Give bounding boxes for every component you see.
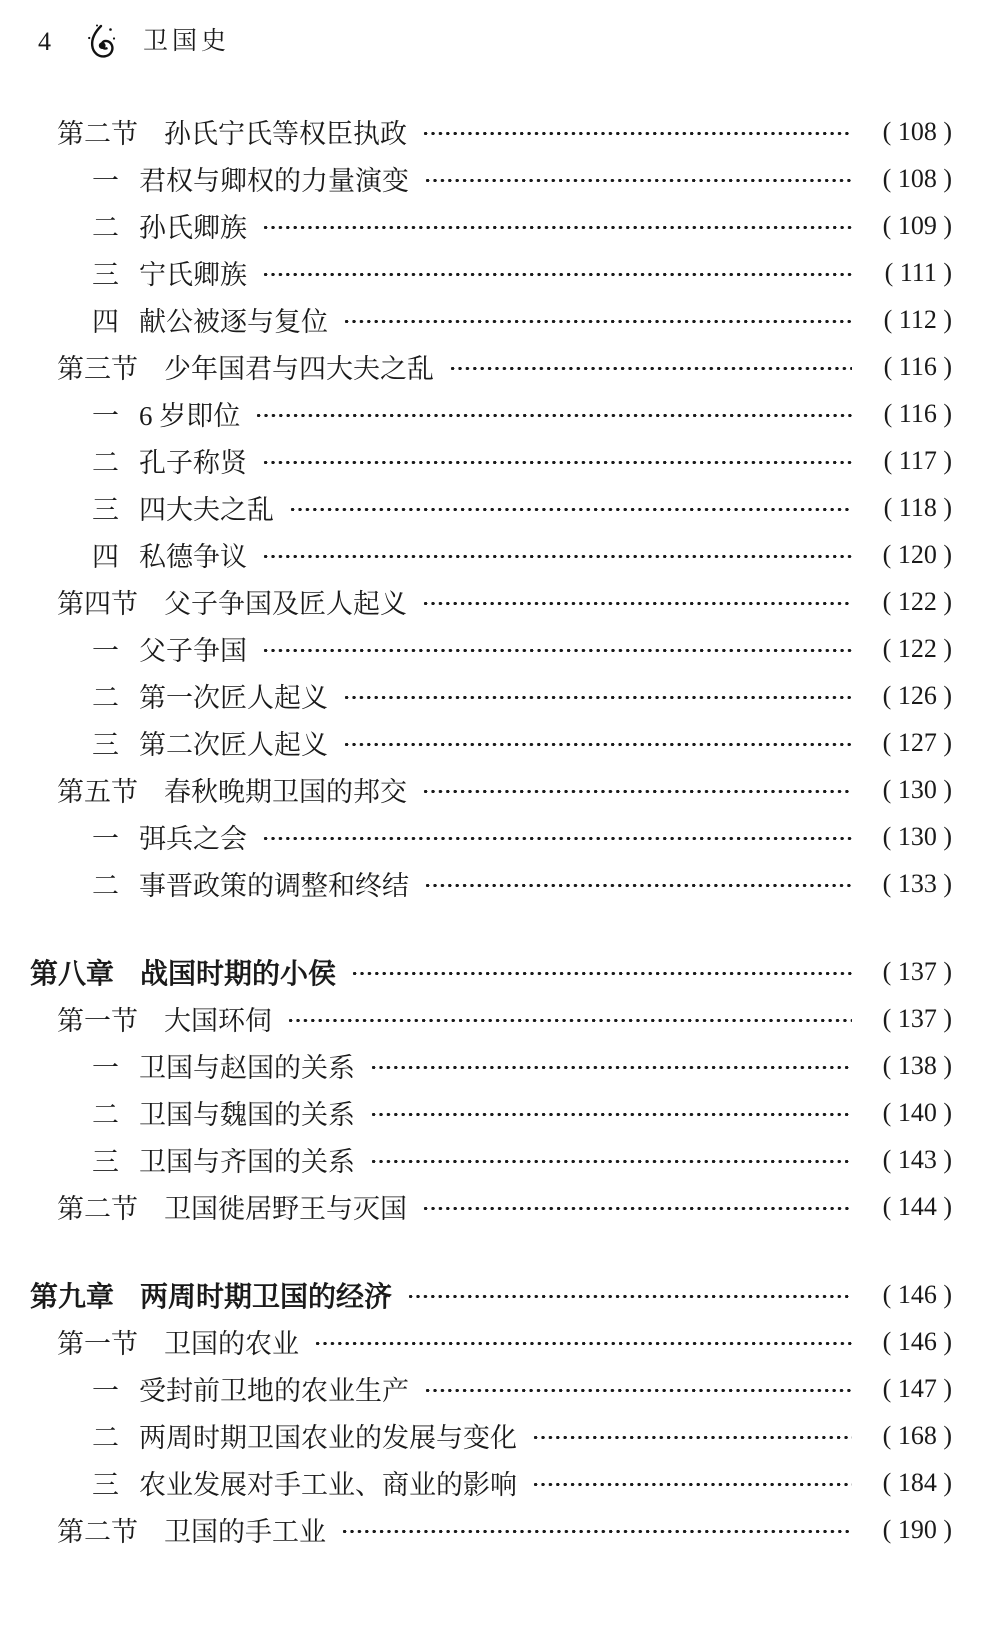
toc-entry — [30, 1042, 952, 1089]
toc-entry — [30, 860, 952, 907]
toc-entry — [30, 437, 952, 484]
toc-entry-index: 二 — [92, 1423, 119, 1453]
dot-leader — [408, 1294, 852, 1299]
toc-entry-page: ( 116 ) — [883, 398, 952, 428]
toc-entry-index: 第五节 — [57, 777, 138, 807]
toc-entry — [30, 1506, 952, 1553]
dot-leader — [263, 225, 852, 230]
toc-entry-title: 事晋政策的调整和终结 — [139, 871, 409, 901]
dot-leader — [533, 1435, 852, 1440]
dot-leader — [288, 1018, 852, 1023]
toc-entry-page: ( 109 ) — [882, 210, 952, 240]
flame-swirl-icon — [84, 23, 118, 61]
toc-entry-title: 父子争国及匠人起义 — [164, 589, 407, 619]
toc-entry-page: ( 130 ) — [882, 774, 952, 804]
toc-entry-page: ( 137 ) — [882, 1003, 952, 1033]
toc-entry-index: 四 — [92, 307, 119, 337]
dot-leader — [263, 272, 852, 277]
dot-leader — [263, 836, 852, 841]
toc-entry-title: 第一次匠人起义 — [139, 683, 328, 713]
dot-leader — [256, 413, 852, 418]
toc-entry — [30, 1318, 952, 1365]
toc-entry-index: 第三节 — [57, 354, 138, 384]
dot-leader — [344, 742, 852, 747]
toc-entry-title: 6 岁即位 — [139, 401, 241, 431]
toc-entry-index: 第一节 — [57, 1329, 138, 1359]
dot-leader — [290, 507, 852, 512]
toc-entry — [30, 155, 952, 202]
toc-entry-page: ( 122 ) — [882, 633, 952, 663]
toc-entry — [30, 719, 952, 766]
toc-entry-page: ( 116 ) — [883, 351, 952, 381]
toc-entry — [30, 1365, 952, 1412]
toc-entry-index: 三 — [92, 495, 119, 525]
dot-leader — [263, 460, 852, 465]
toc-entry-title: 孙氏宁氏等权臣执政 — [164, 119, 407, 149]
dot-leader — [425, 1388, 852, 1393]
toc-entry — [30, 578, 952, 625]
toc-entry-index: 一 — [92, 1053, 119, 1083]
toc-entry-title: 宁氏卿族 — [139, 260, 247, 290]
toc-entry-index: 第九章 — [30, 1280, 115, 1312]
toc-entry-index: 二 — [92, 871, 119, 901]
toc-entry-page: ( 111 ) — [884, 257, 952, 287]
toc-entry-title: 战国时期的小侯 — [140, 957, 337, 989]
toc-entry — [30, 1183, 952, 1230]
dot-leader — [425, 178, 852, 183]
toc-entry — [30, 343, 952, 390]
toc-entry-page: ( 112 ) — [883, 304, 952, 334]
toc-entry — [30, 108, 952, 155]
toc-entry-index: 三 — [92, 1470, 119, 1500]
toc-entry-title: 私德争议 — [139, 542, 247, 572]
dot-leader — [423, 789, 852, 794]
toc-entry — [30, 202, 952, 249]
dot-leader — [263, 648, 852, 653]
toc-entry — [30, 1412, 952, 1459]
toc-entry-index: 四 — [92, 542, 119, 572]
toc-entry-title: 卫国的农业 — [164, 1329, 299, 1359]
dot-leader — [450, 366, 852, 371]
toc-entry-title: 春秋晚期卫国的邦交 — [164, 777, 407, 807]
toc-entry — [30, 1459, 952, 1506]
toc-entry-title: 第二次匠人起义 — [139, 730, 328, 760]
toc-entry-index: 第四节 — [57, 589, 138, 619]
toc-entry-index: 二 — [92, 683, 119, 713]
toc-entry-index: 一 — [92, 636, 119, 666]
dot-leader — [352, 971, 852, 976]
toc-entry — [30, 813, 952, 860]
toc-entry-page: ( 117 ) — [883, 445, 952, 475]
toc-entry-index: 第八章 — [30, 957, 115, 989]
toc-entry-page: ( 118 ) — [883, 492, 952, 522]
toc-entry-title: 农业发展对手工业、商业的影响 — [139, 1470, 517, 1500]
toc-entry-page: ( 143 ) — [882, 1144, 952, 1174]
dot-leader — [425, 883, 852, 888]
toc-entry-index: 第二节 — [57, 119, 138, 149]
toc-entry — [30, 1089, 952, 1136]
toc-entry — [30, 625, 952, 672]
toc-entry-page: ( 120 ) — [882, 539, 952, 569]
toc-entry-index: 二 — [92, 1100, 119, 1130]
toc-entry — [30, 948, 952, 995]
toc-entry-index: 三 — [92, 730, 119, 760]
toc-entry-title: 孔子称贤 — [139, 448, 247, 478]
toc-entry-title: 大国环伺 — [164, 1006, 272, 1036]
dot-leader — [371, 1159, 852, 1164]
toc-entry-title: 卫国与魏国的关系 — [139, 1100, 355, 1130]
toc-entry-title: 卫国的手工业 — [164, 1517, 326, 1547]
toc-entry-index: 三 — [92, 1147, 119, 1177]
toc-entry — [30, 390, 952, 437]
toc-entry — [30, 1136, 952, 1183]
toc-entry-index: 第一节 — [57, 1006, 138, 1036]
dot-leader — [423, 1206, 852, 1211]
dot-leader — [315, 1341, 852, 1346]
toc-entry-page: ( 122 ) — [882, 586, 952, 616]
toc-entry — [30, 1271, 952, 1318]
toc-entry-page: ( 146 ) — [882, 1326, 952, 1356]
toc-entry-title: 四大夫之乱 — [139, 495, 274, 525]
toc-entry-index: 一 — [92, 166, 119, 196]
toc-entry-index: 二 — [92, 448, 119, 478]
dot-leader — [423, 601, 852, 606]
toc-entry-page: ( 144 ) — [882, 1191, 952, 1221]
toc-entry — [30, 296, 952, 343]
toc-entry-index: 第二节 — [57, 1517, 138, 1547]
toc-entry — [30, 531, 952, 578]
toc-entry-title: 卫国与齐国的关系 — [139, 1147, 355, 1177]
toc-entry-index: 三 — [92, 260, 119, 290]
toc-entry — [30, 995, 952, 1042]
toc-entry-page: ( 130 ) — [882, 821, 952, 851]
toc-entry-title: 少年国君与四大夫之乱 — [164, 354, 434, 384]
dot-leader — [371, 1065, 852, 1070]
toc-entry-page: ( 147 ) — [882, 1373, 952, 1403]
toc-entry-title: 孙氏卿族 — [139, 213, 247, 243]
toc-entry-index: 一 — [92, 824, 119, 854]
toc-entry-page: ( 133 ) — [882, 868, 952, 898]
toc-entry-title: 两周时期卫国农业的发展与变化 — [139, 1423, 517, 1453]
toc-entry — [30, 672, 952, 719]
toc-entry — [30, 249, 952, 296]
toc-entry-title: 君权与卿权的力量演变 — [139, 166, 409, 196]
toc-entry-title: 两周时期卫国的经济 — [140, 1280, 393, 1312]
page-number: 4 — [38, 27, 51, 56]
toc-entry-page: ( 138 ) — [882, 1050, 952, 1080]
toc-entry-page: ( 137 ) — [882, 956, 952, 986]
toc-entry-index: 第二节 — [57, 1194, 138, 1224]
toc-entry-title: 受封前卫地的农业生产 — [139, 1376, 409, 1406]
dot-leader — [423, 131, 852, 136]
toc-entry-page: ( 108 ) — [882, 163, 952, 193]
toc-entry-page: ( 184 ) — [882, 1467, 952, 1497]
dot-leader — [344, 695, 852, 700]
toc-entry-title: 献公被逐与复位 — [139, 307, 328, 337]
toc-entry-page: ( 168 ) — [882, 1420, 952, 1450]
toc-entry-page: ( 127 ) — [882, 727, 952, 757]
dot-leader — [342, 1529, 852, 1534]
toc-entry-page: ( 146 ) — [882, 1279, 952, 1309]
toc-entry — [30, 766, 952, 813]
toc-list — [30, 108, 952, 1553]
dot-leader — [371, 1112, 852, 1117]
book-title: 卫国史 — [143, 28, 231, 55]
dot-leader — [533, 1482, 852, 1487]
dot-leader — [344, 319, 852, 324]
toc-entry-page: ( 108 ) — [882, 116, 952, 146]
toc-entry-page: ( 140 ) — [882, 1097, 952, 1127]
toc-entry — [30, 484, 952, 531]
toc-entry-index: 一 — [92, 401, 119, 431]
toc-entry-index: 二 — [92, 213, 119, 243]
toc-entry-title: 弭兵之会 — [139, 824, 247, 854]
dot-leader — [263, 554, 852, 559]
toc-entry-title: 卫国与赵国的关系 — [139, 1053, 355, 1083]
toc-entry-page: ( 190 ) — [882, 1514, 952, 1544]
toc-entry-title: 父子争国 — [139, 636, 247, 666]
toc-entry-title: 卫国徙居野王与灭国 — [164, 1194, 407, 1224]
toc-entry-index: 一 — [92, 1376, 119, 1406]
toc-entry-page: ( 126 ) — [882, 680, 952, 710]
page-header — [38, 22, 230, 62]
